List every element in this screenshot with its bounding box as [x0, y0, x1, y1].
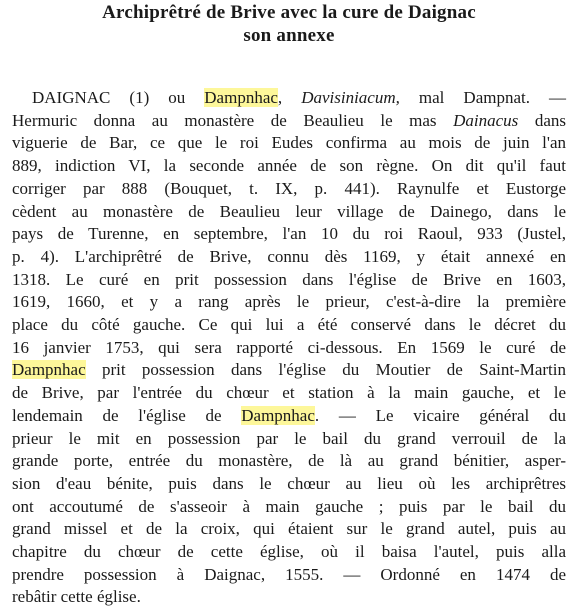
text-run: pays de Turenne, en septembre, l'an 10 du roi Raoul, 933 (Justel, [12, 224, 566, 244]
text-line [12, 269, 566, 291]
highlighted-term: Dampnhac [204, 88, 278, 107]
text-run: 16 janvier 1753, qui sera rapporté ci-dessous. En 1569 le curé de [12, 337, 566, 357]
highlighted-term: Dampnhac [241, 405, 315, 425]
text-line [12, 450, 566, 472]
text-line [12, 314, 566, 336]
text-run: viguerie de Bar, ce que le roi Eudes confirma au mois de juin l'an [12, 133, 566, 153]
text-line [12, 473, 566, 495]
text-run: chapitre du chœur de cette église, où il baisa l'autel, puis alla [12, 542, 566, 561]
text-run: Hermuric donna au monastère de Beaulieu le mas [12, 110, 454, 130]
text-line [12, 541, 566, 563]
text-run: rebâtir cette église. [12, 587, 141, 607]
heading-line-1: Archiprêtré de Brive avec la cure de Daignac [102, 2, 476, 23]
text-run: prieur le mit en possession par le bail du grand verrouil de la [12, 428, 566, 448]
text-run: cèdent au monastère de Beaulieu leur village de Dainego, dans le [12, 201, 566, 221]
text-run: grand missel et de la croix, qui étaient sur le grand autel, puis au [12, 519, 566, 539]
text-run: , [277, 88, 302, 107]
text-line [12, 586, 566, 608]
text-run: lendemain de l'église de [12, 405, 242, 425]
text-run: sion d'eau bénite, puis dans le chœur au lieu où les archiprêtres [12, 473, 566, 493]
text-run: 889, indiction VI, la seconde année de son règne. On dit qu'il faut [12, 156, 566, 176]
text-line [12, 201, 566, 223]
text-line [12, 291, 566, 313]
text-run: place du côté gauche. Ce qui lui a été conservé dans le décret du [12, 315, 566, 334]
text-line [12, 178, 566, 200]
text-line [12, 428, 566, 450]
text-run: 1619, 1660, et y a rang après le prieur, c'est-à-dire la première [12, 292, 566, 312]
text-run: dans [518, 110, 566, 130]
text-line [12, 246, 566, 268]
text-line [12, 518, 566, 540]
text-run: DAIGNAC (1) ou [32, 88, 205, 107]
text-run: grande porte, entrée du monastère, de là au grand bénitier, asper- [12, 451, 566, 471]
text-line [12, 87, 566, 109]
text-line [12, 496, 566, 518]
text-line [12, 132, 566, 154]
text-run: p. 4). L'archiprêtré de Brive, connu dès 1169, y était annexé en [12, 246, 566, 266]
text-line [12, 382, 566, 404]
text-run: de Brive, par l'entrée du chœur et station à la main gauche, et le [12, 383, 566, 403]
text-run: 1318. Le curé en prit possession dans l'église de Brive en 1603, [12, 269, 566, 289]
text-line [12, 110, 566, 132]
text-line [12, 223, 566, 245]
highlighted-term: Dampnhac [12, 360, 86, 380]
text-line [12, 564, 566, 586]
text-run: corriger par 888 (Bouquet, t. IX, p. 441). Raynulfe et Eustorge [12, 178, 566, 198]
text-run: . — Le vicaire général du [314, 405, 566, 425]
text-line [12, 155, 566, 177]
text-run: ont accoutumé de s'asseoir à main gauche ; puis par le bail du [12, 496, 566, 516]
text-run: prendre possession à Daignac, 1555. — Ordonné en 1474 de [12, 564, 566, 584]
text-run: prit possession dans l'église du Moutier de Saint-Martin [85, 360, 566, 380]
text-line [12, 405, 566, 427]
text-run: mal Dampnat. — [399, 88, 567, 107]
text-line [12, 337, 566, 359]
italic-term: Dainacus [453, 110, 519, 130]
heading-line-2: son annexe [243, 25, 335, 46]
italic-term: Davisiniacum, [301, 88, 400, 107]
text-line [12, 359, 566, 381]
